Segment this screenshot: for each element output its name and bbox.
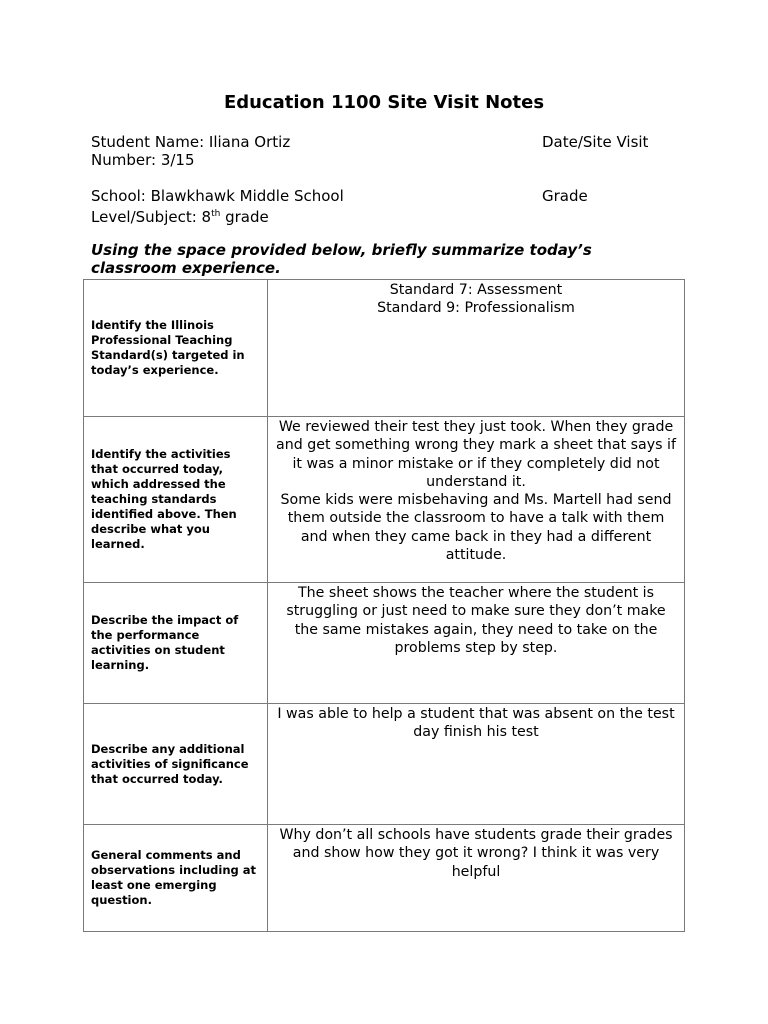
answer-text: Standard 7: Assessment [389,282,563,298]
question-cell: General comments and observations including at least one emerging question. [84,825,268,932]
table-row [84,417,685,583]
answer-text: The sheet shows the teacher where the student is struggling or just need to make sure they don’t make the same mistakes again, they need to take on the problems step by step. [286,585,666,656]
answer-cell [268,417,685,583]
table-row [84,280,685,417]
grade-label: Grade [542,187,588,205]
level-subject-label: Level/Subject: 8th grade [91,208,269,226]
answer-cell [268,704,685,825]
answer-cell [268,583,685,704]
answer-text: I was able to help a student that was absent on the test day finish his test [277,706,675,741]
instruction-text: Using the space provided below, briefly summarize today’s classroom experience. [91,241,592,277]
question-cell: Describe the impact of the performance activities on student learning. [84,583,268,704]
school-label: School: Blawkhawk Middle School [91,187,344,205]
answer-cell [268,825,685,932]
answer-text: We reviewed their test they just took. When they grade and get something wrong they mark a sheet that says if it was a minor mistake or if they completely did not understand it. [276,419,676,490]
date-site-visit-label: Date/Site Visit [542,133,649,151]
visit-number-label: Number: 3/15 [91,151,195,169]
site-visit-table [83,279,685,932]
answer-cell [268,280,685,417]
document-title: Education 1100 Site Visit Notes [223,92,545,113]
question-cell: Identify the Illinois Professional Teaching Standard(s) targeted in today’s experience. [84,280,268,417]
table-row [84,825,685,932]
table-row [84,704,685,825]
answer-text: Why don’t all schools have students grade their grades and show how they got it wrong? I think it was very helpful [279,827,673,880]
level-superscript: th [211,209,221,219]
answer-text: Some kids were misbehaving and Ms. Martell had send them outside the classroom to have a talk with them and when they came back in they had a different attitude. [280,492,672,564]
question-cell: Identify the activities that occurred today, which addressed the teaching standards identified above. Then describe what you learned. [84,417,268,583]
question-cell: Describe any additional activities of significance that occurred today. [84,704,268,825]
answer-text: Standard 9: Professionalism [377,300,575,317]
student-name-label: Student Name: Iliana Ortiz [91,133,291,151]
table-row [84,583,685,704]
